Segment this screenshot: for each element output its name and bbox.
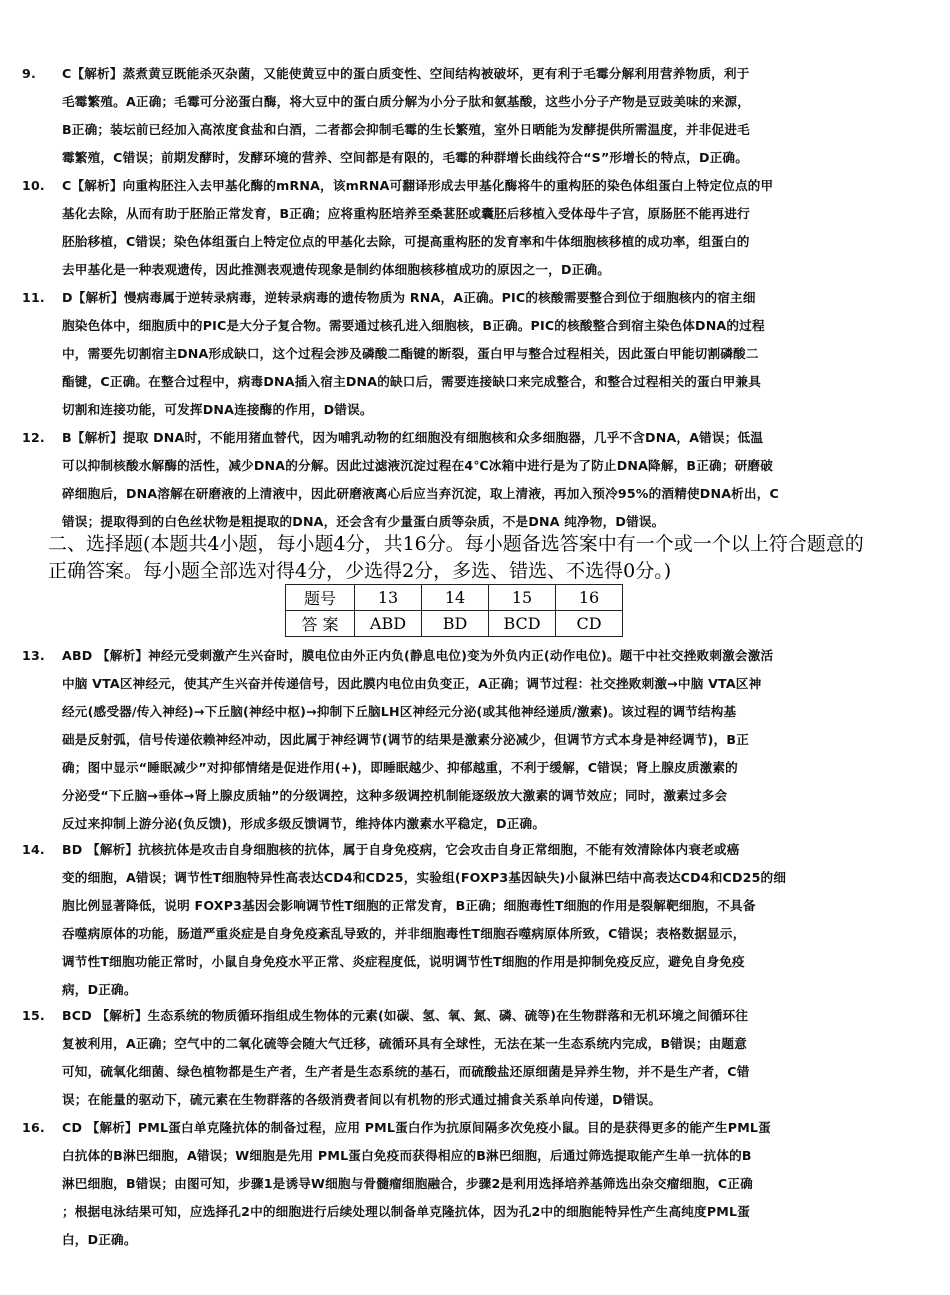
table-cell-answer: CD <box>556 611 623 637</box>
q16-line-4: ；根据电泳结果可知，应选择孔2中的细胞进行后续处理以制备单克隆抗体，因为孔2中的细胞能特异性产生高纯度PML蛋 <box>62 1204 750 1219</box>
q10-line-3: 胚胎移植，C错误；染色体组蛋白上特定位点的甲基化去除，可提高重构胚的发育率和牛体细胞核移植的成功率，组蛋白的 <box>62 234 750 249</box>
table-cell-number: 16 <box>556 585 623 611</box>
q15-number: 15. <box>22 1008 45 1023</box>
q14-line-5: 调节性T细胞功能正常时，小鼠自身免疫水平正常、炎症程度低，说明调节性T细胞的作用是抑制免疫反应，避免自身免疫 <box>62 954 745 969</box>
q15-line-3: 可知，硫氧化细菌、绿色植物都是生产者，生产者是生态系统的基石，而硫酸盐还原细菌是异养生物，并不是生产者，C错 <box>62 1064 750 1079</box>
q11-line-2: 胞染色体中，细胞质中的PIC是大分子复合物。需要通过核孔进入细胞核，B正确。PIC的核酸整合到宿主染色体DNA的过程 <box>62 318 765 333</box>
answer-table <box>285 584 623 637</box>
q15-line-2: 复被利用，A正确；空气中的二氧化硫等会随大气迁移，硫循环具有全球性，无法在某一生态系统内完成，B错误；由题意 <box>62 1036 748 1051</box>
q10-line-1 <box>22 176 930 196</box>
q16-line-1 <box>22 1118 930 1138</box>
q13-line-1 <box>22 646 930 666</box>
q9-line-4: 霉繁殖，C错误；前期发酵时，发酵环境的营养、空间都是有限的，毛霉的种群增长曲线符合“S”形增长的特点，D正确。 <box>62 150 749 165</box>
q14-line-2: 变的细胞，A错误；调节性T细胞特异性高表达CD4和CD25，实验组(FOXP3基因缺失)小鼠淋巴结中高表达CD4和CD25的细 <box>62 870 787 885</box>
q14-number: 14. <box>22 842 45 857</box>
q14-text-1: BD 【解析】抗核抗体是攻击自身细胞核的抗体，属于自身免疫病，它会攻击自身正常细胞，不能有效清除体内衰老或癌 <box>62 842 740 857</box>
q9-line-2: 毛霉繁殖。A正确；毛霉可分泌蛋白酶，将大豆中的蛋白质分解为小分子肽和氨基酸，这些小分子产物是豆豉美味的来源， <box>62 94 751 109</box>
q16-line-5: 白，D正确。 <box>62 1232 137 1247</box>
q12-line-2: 可以抑制核酸水解酶的活性，减少DNA的分解。因此过滤液沉淀过程在4℃冰箱中进行是为了防止DNA降解，B正确；研磨破 <box>62 458 773 473</box>
q16-text-1: CD 【解析】PML蛋白单克隆抗体的制备过程，应用 PML蛋白作为抗原间隔多次免疫小鼠。目的是获得更多的能产生PML蛋 <box>62 1120 771 1135</box>
q13-line-7: 反过来抑制上游分泌(负反馈)，形成多级反馈调节，维持体内激素水平稳定，D正确。 <box>62 816 546 831</box>
q13-text-1: ABD 【解析】神经元受刺激产生兴奋时，膜电位由外正内负(静息电位)变为外负内正(动作电位)。题干中社交挫败刺激会激活 <box>62 648 774 663</box>
answer-table-answer-row <box>286 611 623 637</box>
table-cell-answer: BCD <box>489 611 556 637</box>
q11-line-1 <box>22 288 930 308</box>
section-heading-line-2: 正确答案。每小题全部选对得4分，少选得2分，多选、错选、不选得0分。) <box>48 560 672 582</box>
q10-line-4: 去甲基化是一种表观遗传，因此推测表观遗传现象是制约体细胞核移植成功的原因之一，D正确。 <box>62 262 610 277</box>
q10-number: 10. <box>22 178 45 193</box>
q15-line-4: 误；在能量的驱动下，硫元素在生物群落的各级消费者间以有机物的形式通过捕食关系单向传递，D错误。 <box>62 1092 662 1107</box>
q16-number: 16. <box>22 1120 45 1135</box>
q12-line-4: 错误；提取得到的白色丝状物是粗提取的DNA，还会含有少量蛋白质等杂质，不是DNA 纯净物，D错误。 <box>62 514 665 529</box>
table-cell-number: 13 <box>355 585 422 611</box>
q13-line-2: 中脑 VTA区神经元，使其产生兴奋并传递信号，因此膜内电位由负变正，A正确；调节过程：社交挫败刺激→中脑 VTA区神 <box>62 676 762 691</box>
section-heading-line-1: 二、选择题(本题共4小题，每小题4分，共16分。每小题备选答案中有一个或一个以上符合题意的 <box>48 533 864 555</box>
q14-line-3: 胞比例显著降低，说明 FOXP3基因会影响调节性T细胞的正常发育，B正确；细胞毒性T细胞的作用是裂解靶细胞，不具备 <box>62 898 756 913</box>
q13-line-5: 确；图中显示“睡眠减少”对抑郁情绪是促进作用(+)，即睡眠越少、抑郁越重，不利于缓解，C错误；肾上腺皮质激素的 <box>62 760 738 775</box>
q16-line-2: 白抗体的B淋巴细胞，A错误；W细胞是先用 PML蛋白免疫而获得相应的B淋巴细胞，后通过筛选提取能产生单一抗体的B <box>62 1148 752 1163</box>
q14-line-4: 吞噬病原体的功能，肠道严重炎症是自身免疫紊乱导致的，并非细胞毒性T细胞吞噬病原体所致，C错误；表格数据显示， <box>62 926 746 941</box>
q9-text-1: C【解析】蒸煮黄豆既能杀灭杂菌，又能使黄豆中的蛋白质变性、空间结构被破坏，更有利于毛霉分解利用营养物质，利于 <box>62 66 750 81</box>
q13-number: 13. <box>22 648 45 663</box>
q10-text-1: C【解析】向重构胚注入去甲基化酶的mRNA，该mRNA可翻译形成去甲基化酶将牛的重构胚的染色体组蛋白上特定位点的甲 <box>62 178 774 193</box>
answer-table-number-row <box>286 585 623 611</box>
q12-line-3: 碎细胞后，DNA溶解在研磨液的上清液中，因此研磨液离心后应当弃沉淀，取上清液，再加入预冷95%的酒精使DNA析出，C <box>62 486 779 501</box>
q14-line-6: 病，D正确。 <box>62 982 137 997</box>
table-header-answer: 答 案 <box>286 611 355 637</box>
q13-line-3: 经元(感受器/传入神经)→下丘脑(神经中枢)→抑制下丘脑LH区神经元分泌(或其他神经递质/激素)。该过程的调节结构基 <box>62 704 737 719</box>
table-cell-answer: ABD <box>355 611 422 637</box>
q9-line-3: B正确；装坛前已经加入高浓度食盐和白酒，二者都会抑制毛霉的生长繁殖，室外日晒能为发酵提供所需温度，并非促进毛 <box>62 122 750 137</box>
q11-line-4: 酯键，C正确。在整合过程中，病毒DNA插入宿主DNA的缺口后，需要连接缺口来完成整合，和整合过程相关的蛋白甲兼具 <box>62 374 762 389</box>
table-cell-number: 15 <box>489 585 556 611</box>
q13-line-6: 分泌受“下丘脑→垂体→肾上腺皮质轴”的分级调控，这种多级调控机制能逐级放大激素的调节效应；同时，激素过多会 <box>62 788 728 803</box>
q15-line-1 <box>22 1006 930 1026</box>
q11-line-3: 中，需要先切割宿主DNA形成缺口，这个过程会涉及磷酸二酯键的断裂，蛋白甲与整合过程相关，因此蛋白甲能切割磷酸二 <box>62 346 759 361</box>
q9-line-1 <box>22 64 930 84</box>
q11-number: 11. <box>22 290 45 305</box>
q16-line-3: 淋巴细胞，B错误；由图可知，步骤1是诱导W细胞与骨髓瘤细胞融合，步骤2是利用选择培养基筛选出杂交瘤细胞，C正确 <box>62 1176 753 1191</box>
table-header-number: 题号 <box>286 585 355 611</box>
q12-text-1: B【解析】提取 DNA时，不能用猪血替代，因为哺乳动物的红细胞没有细胞核和众多细胞器，几乎不含DNA，A错误；低温 <box>62 430 764 445</box>
q9-number: 9. <box>22 66 36 81</box>
q14-line-1 <box>22 840 930 860</box>
table-cell-answer: BD <box>422 611 489 637</box>
q11-line-5: 切割和连接功能，可发挥DNA连接酶的作用，D错误。 <box>62 402 373 417</box>
q15-text-1: BCD 【解析】生态系统的物质循环指组成生物体的元素(如碳、氢、氧、氮、磷、硫等)在生物群落和无机环境之间循环往 <box>62 1008 749 1023</box>
table-cell-number: 14 <box>422 585 489 611</box>
q12-line-1 <box>22 428 930 448</box>
q13-line-4: 础是反射弧，信号传递依赖神经冲动，因此属于神经调节(调节的结果是激素分泌减少，但调节方式本身是神经调节)，B正 <box>62 732 749 747</box>
q11-text-1: D【解析】慢病毒属于逆转录病毒，逆转录病毒的遗传物质为 RNA，A正确。PIC的核酸需要整合到位于细胞核内的宿主细 <box>62 290 756 305</box>
q10-line-2: 基化去除，从而有助于胚胎正常发育，B正确；应将重构胚培养至桑葚胚或囊胚后移植入受体母牛子宫，原肠胚不能再进行 <box>62 206 750 221</box>
q12-number: 12. <box>22 430 45 445</box>
